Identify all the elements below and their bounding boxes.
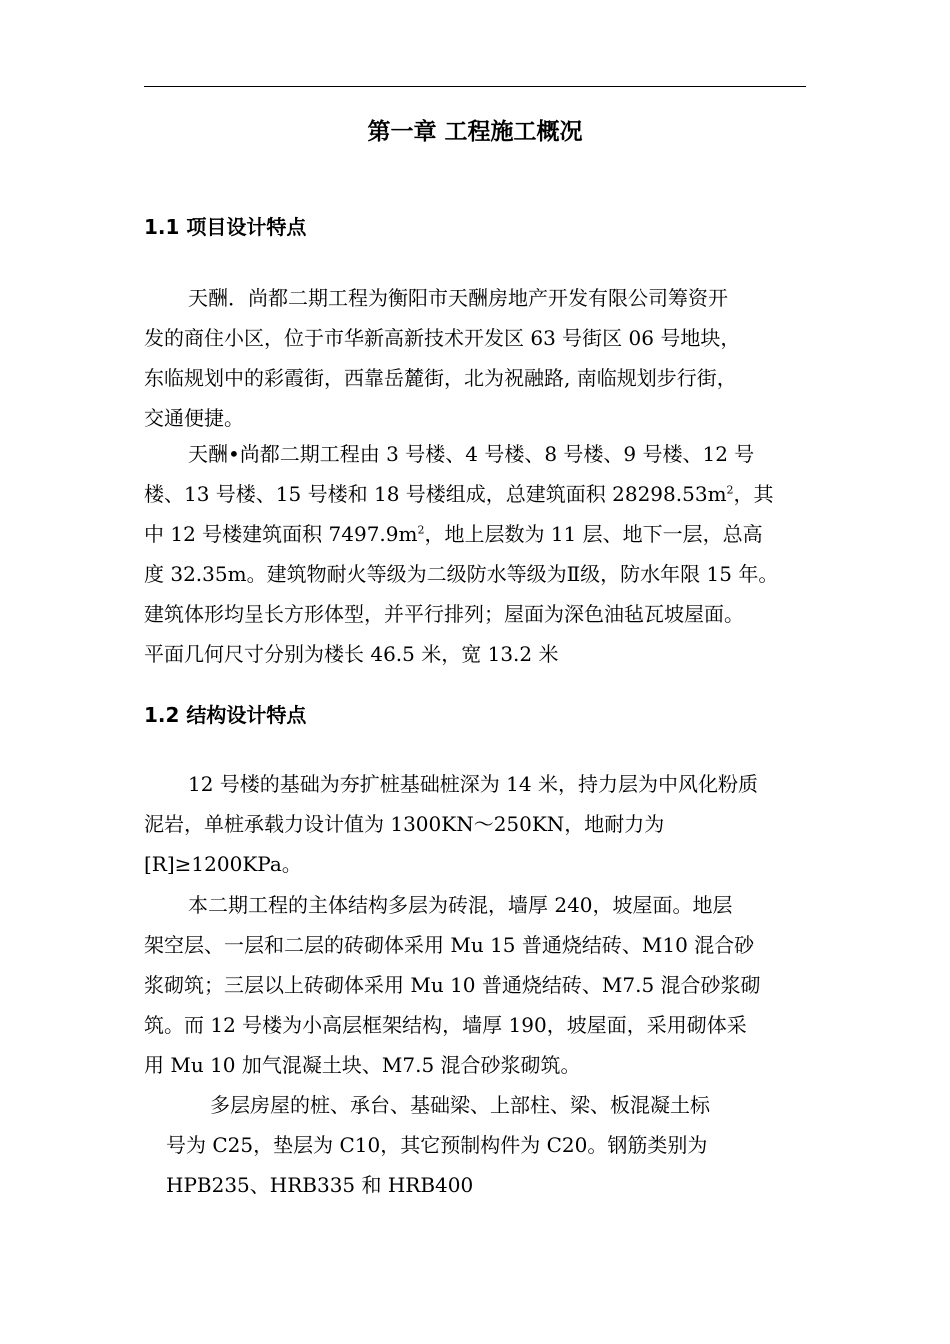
paragraph-line: 交通便捷。 bbox=[144, 406, 244, 430]
paragraph-line: 平面几何尺寸分别为楼长 46.5 米，宽 13.2 米 bbox=[144, 642, 559, 666]
paragraph-line: 用 Mu 10 加气混凝土块、M7.5 混合砂浆砌筑。 bbox=[144, 1053, 581, 1077]
paragraph-line: 东临规划中的彩霞街，西靠岳麓街，北为祝融路, 南临规划步行街， bbox=[144, 366, 737, 390]
paragraph-line: 泥岩，单桩承载力设计值为 1300KN～250KN，地耐力为 bbox=[144, 812, 665, 836]
superscript: 2 bbox=[726, 483, 734, 497]
chapter-title: 第一章 工程施工概况 bbox=[367, 119, 583, 145]
paragraph-line: 本二期工程的主体结构多层为砖混，墙厚 240，坡屋面。地层 bbox=[188, 893, 733, 917]
paragraph-line bbox=[144, 474, 778, 514]
paragraph-building-composition bbox=[144, 434, 778, 674]
line-text: 楼、13 号楼、15 号楼和 18 号楼组成，总建筑面积 28298.53m bbox=[144, 482, 727, 506]
paragraph-line: 筑。而 12 号楼为小高层框架结构，墙厚 190，坡屋面，采用砌体采 bbox=[144, 1013, 747, 1037]
paragraph-line bbox=[144, 514, 778, 554]
superscript: 2 bbox=[417, 523, 425, 537]
section-heading-1-1: 1.1 项目设计特点 bbox=[144, 215, 307, 239]
paragraph-line: [R]≥1200KPa。 bbox=[144, 852, 302, 876]
paragraph-line: 建筑体形均呈长方形体型，并平行排列；屋面为深色油毡瓦坡屋面。 bbox=[144, 602, 744, 626]
paragraph-line: 多层房屋的桩、承台、基础梁、上部柱、梁、板混凝土标 bbox=[210, 1093, 710, 1117]
line-text: ，其 bbox=[733, 482, 774, 506]
line-text: 中 12 号楼建筑面积 7497.9m bbox=[144, 522, 418, 546]
paragraph-line: 发的商住小区，位于市华新高新技术开发区 63 号街区 06 号地块， bbox=[144, 326, 741, 350]
paragraph-foundation bbox=[144, 764, 758, 884]
line-text: ，地上层数为 11 层、地下一层，总高 bbox=[424, 522, 763, 546]
paragraph-line: 浆砌筑；三层以上砖砌体采用 Mu 10 普通烧结砖、M7.5 混合砂浆砌 bbox=[144, 973, 761, 997]
header-rule bbox=[144, 86, 806, 87]
paragraph-line: HPB235、HRB335 和 HRB400 bbox=[166, 1173, 474, 1197]
paragraph-line: 度 32.35m。建筑物耐火等级为二级防水等级为Ⅱ级，防水年限 15 年。 bbox=[144, 562, 779, 586]
paragraph-main-structure bbox=[144, 885, 761, 1085]
paragraph-line: 天酬•尚都二期工程由 3 号楼、4 号楼、8 号楼、9 号楼、12 号 bbox=[188, 442, 755, 466]
section-heading-1-2: 1.2 结构设计特点 bbox=[144, 703, 307, 727]
paragraph-line: 12 号楼的基础为夯扩桩基础桩深为 14 米，持力层为中风化粉质 bbox=[188, 772, 758, 796]
paragraph-line: 天酬．尚都二期工程为衡阳市天酬房地产开发有限公司筹资开 bbox=[188, 286, 728, 310]
paragraph-concrete-grades bbox=[166, 1085, 710, 1205]
paragraph-project-overview bbox=[144, 278, 740, 438]
paragraph-line: 号为 C25，垫层为 C10，其它预制构件为 C20。钢筋类别为 bbox=[166, 1133, 708, 1157]
paragraph-line: 架空层、一层和二层的砖砌体采用 Mu 15 普通烧结砖、M10 混合砂 bbox=[144, 933, 755, 957]
